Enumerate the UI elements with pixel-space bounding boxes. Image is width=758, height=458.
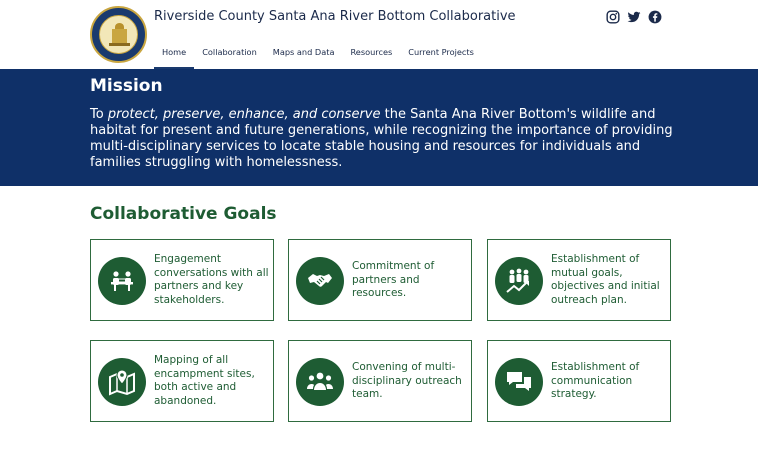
- goal-card-text: Commitment of partners and resources.: [352, 260, 435, 299]
- seal-base: [109, 43, 130, 46]
- nav-resources[interactable]: Resources: [350, 47, 393, 57]
- facebook-icon[interactable]: [648, 10, 662, 24]
- instagram-icon[interactable]: [606, 10, 620, 24]
- nav-maps-and-data[interactable]: Maps and Data: [272, 47, 335, 57]
- mission-statement: [90, 107, 690, 171]
- map-pin-icon: [98, 358, 146, 406]
- seal-inner: [99, 15, 138, 54]
- chat-bubbles-icon: [495, 358, 543, 406]
- mission-text-emphasis: protect, preserve, enhance, and conserve: [107, 107, 381, 122]
- goal-card-text: Convening of multi-disciplinary outreach team.: [352, 361, 462, 400]
- goal-card-convening: [288, 340, 472, 422]
- social-links: [606, 10, 662, 24]
- goal-card-text: Establishment of mutual goals, objectives and initial outreach plan.: [551, 253, 660, 306]
- goal-card-text: Establishment of communication strategy.: [551, 361, 640, 400]
- seal-building: [112, 29, 127, 43]
- goal-card-text: Engagement conversations with all partners and key stakeholders.: [154, 253, 269, 306]
- site-header: [0, 0, 758, 69]
- goals-title: Collaborative Goals: [90, 204, 277, 224]
- meeting-table-icon: [98, 257, 146, 305]
- goal-card-engagement: [90, 239, 274, 321]
- goal-card-commitment: [288, 239, 472, 321]
- county-seal-icon[interactable]: [90, 6, 147, 63]
- nav-current-projects[interactable]: Current Projects: [408, 47, 474, 57]
- mission-banner: [0, 69, 758, 186]
- team-growth-icon: [495, 257, 543, 305]
- site-title[interactable]: Riverside County Santa Ana River Bottom Collaborative: [154, 9, 516, 24]
- group-icon: [296, 358, 344, 406]
- nav-home[interactable]: Home: [154, 40, 194, 69]
- mission-text-suffix: the Santa Ana River Bottom's wildlife and habitat for present and future generations, while recognizing the importance of providing multi-disciplinary services to locate stable housing and resources for individuals and families struggling with homelessness.: [90, 107, 673, 170]
- twitter-icon[interactable]: [627, 10, 641, 24]
- goal-card-mapping: [90, 340, 274, 422]
- main-nav: [154, 40, 482, 69]
- handshake-icon: [296, 257, 344, 305]
- goal-card-text: Mapping of all encampment sites, both active and abandoned.: [154, 354, 255, 407]
- nav-collaboration[interactable]: Collaboration: [202, 47, 257, 57]
- goal-card-mutual-goals: [487, 239, 671, 321]
- mission-title: Mission: [90, 76, 163, 96]
- goal-card-communication: [487, 340, 671, 422]
- mission-text-prefix: To: [90, 107, 108, 122]
